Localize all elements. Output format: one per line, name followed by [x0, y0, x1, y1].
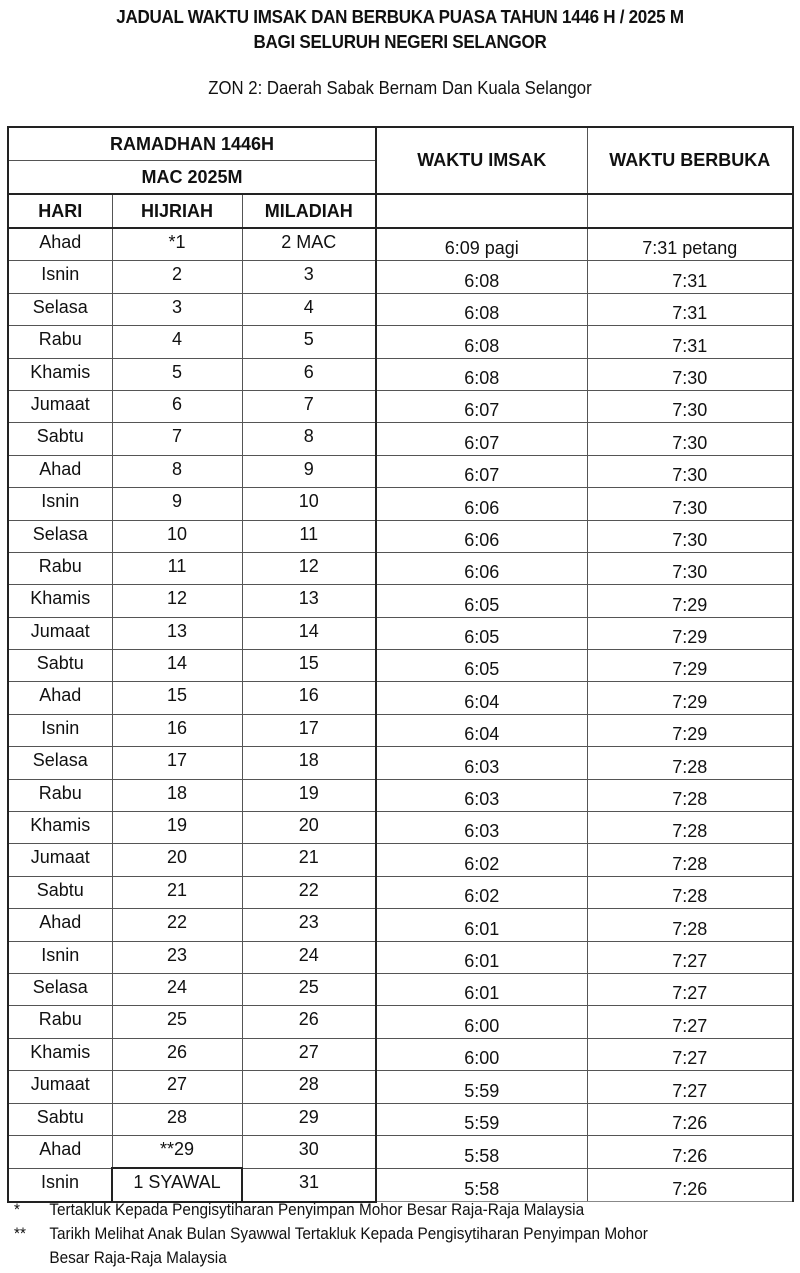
hari-cell: Rabu	[8, 552, 112, 584]
imsak-cell: 6:05	[376, 650, 587, 682]
table-row	[8, 844, 793, 876]
hijriah-cell: 2	[112, 261, 242, 293]
berbuka-cell: 7:31	[587, 293, 793, 325]
hijriah-cell: 16	[112, 714, 242, 746]
imsak-cell: 6:08	[376, 358, 587, 390]
hijriah-cell: 20	[112, 844, 242, 876]
berbuka-cell: 7:28	[587, 779, 793, 811]
berbuka-cell: 7:26	[587, 1168, 793, 1201]
hari-cell: Khamis	[8, 812, 112, 844]
hari-cell: Sabtu	[8, 650, 112, 682]
imsak-cell: 6:08	[376, 293, 587, 325]
table-row	[8, 1135, 793, 1168]
table-row	[8, 326, 793, 358]
berbuka-cell: 7:30	[587, 390, 793, 422]
footnote-2	[14, 1222, 648, 1246]
imsak-cell: 6:01	[376, 973, 587, 1005]
table-row	[8, 1168, 793, 1201]
hijriah-cell: 12	[112, 585, 242, 617]
footnote-mark: **	[14, 1225, 26, 1243]
miladiah-cell: 21	[242, 844, 376, 876]
hari-cell: Rabu	[8, 326, 112, 358]
hari-cell: Rabu	[8, 1006, 112, 1038]
imsak-cell: 6:00	[376, 1038, 587, 1070]
table-row	[8, 617, 793, 649]
hijriah-cell: 22	[112, 909, 242, 941]
hijriah-cell: 9	[112, 488, 242, 520]
table-row	[8, 973, 793, 1005]
miladiah-cell: 16	[242, 682, 376, 714]
table-row	[8, 261, 793, 293]
table-row	[8, 423, 793, 455]
table-row	[8, 455, 793, 487]
berbuka-cell: 7:29	[587, 650, 793, 682]
miladiah-cell: 22	[242, 876, 376, 908]
imsak-cell: 5:58	[376, 1168, 587, 1201]
imsak-cell: 6:08	[376, 326, 587, 358]
berbuka-cell: 7:26	[587, 1103, 793, 1135]
hari-cell: Jumaat	[8, 844, 112, 876]
berbuka-cell: 7:28	[587, 909, 793, 941]
hari-cell: Ahad	[8, 682, 112, 714]
hari-cell: Selasa	[8, 520, 112, 552]
hijriah-cell: 23	[112, 941, 242, 973]
berbuka-cell: 7:27	[587, 973, 793, 1005]
berbuka-cell: 7:30	[587, 455, 793, 487]
imsak-cell: 6:06	[376, 488, 587, 520]
imsak-cell: 6:07	[376, 390, 587, 422]
imsak-cell: 6:04	[376, 682, 587, 714]
hari-cell: Selasa	[8, 293, 112, 325]
footnote-mark: *	[14, 1201, 20, 1219]
hijriah-header: HIJRIAH	[112, 194, 242, 228]
berbuka-cell: 7:27	[587, 1006, 793, 1038]
miladiah-cell: 28	[242, 1071, 376, 1103]
hijriah-cell: 17	[112, 747, 242, 779]
hari-cell: Khamis	[8, 358, 112, 390]
table-row	[8, 390, 793, 422]
hari-cell: Sabtu	[8, 1103, 112, 1135]
hijriah-cell: 1 SYAWAL	[112, 1168, 242, 1201]
table-row	[8, 779, 793, 811]
hari-cell: Isnin	[8, 261, 112, 293]
hari-cell: Ahad	[8, 455, 112, 487]
imsak-cell: 6:06	[376, 552, 587, 584]
table-row	[8, 488, 793, 520]
document-title-line1: JADUAL WAKTU IMSAK DAN BERBUKA PUASA TAHUN 1446 H / 2025 M	[116, 6, 684, 27]
hari-cell: Ahad	[8, 228, 112, 261]
miladiah-cell: 17	[242, 714, 376, 746]
berbuka-cell: 7:27	[587, 1071, 793, 1103]
berbuka-cell: 7:30	[587, 488, 793, 520]
berbuka-cell: 7:26	[587, 1135, 793, 1168]
berbuka-cell: 7:29	[587, 682, 793, 714]
imsak-cell: 5:58	[376, 1135, 587, 1168]
hijriah-cell: 10	[112, 520, 242, 552]
berbuka-cell: 7:28	[587, 876, 793, 908]
hijriah-cell: 14	[112, 650, 242, 682]
miladiah-cell: 29	[242, 1103, 376, 1135]
table-row	[8, 941, 793, 973]
miladiah-cell: 9	[242, 455, 376, 487]
hari-cell: Sabtu	[8, 423, 112, 455]
miladiah-cell: 12	[242, 552, 376, 584]
berbuka-cell: 7:27	[587, 941, 793, 973]
hari-cell: Jumaat	[8, 1071, 112, 1103]
hari-cell: Selasa	[8, 747, 112, 779]
hijriah-cell: 5	[112, 358, 242, 390]
ramadhan-header: RAMADHAN 1446H	[8, 127, 376, 161]
miladiah-cell: 19	[242, 779, 376, 811]
miladiah-cell: 13	[242, 585, 376, 617]
imsak-cell: 5:59	[376, 1071, 587, 1103]
hijriah-cell: 26	[112, 1038, 242, 1070]
berbuka-cell: 7:28	[587, 747, 793, 779]
document-title-line2: BAGI SELURUH NEGERI SELANGOR	[253, 31, 547, 52]
hari-cell: Ahad	[8, 909, 112, 941]
miladiah-cell: 8	[242, 423, 376, 455]
imsak-cell: 6:09 pagi	[376, 228, 587, 261]
hijriah-cell: 3	[112, 293, 242, 325]
imsak-cell: 6:05	[376, 585, 587, 617]
hijriah-cell: 28	[112, 1103, 242, 1135]
berbuka-cell: 7:30	[587, 358, 793, 390]
berbuka-cell: 7:29	[587, 714, 793, 746]
schedule-table	[7, 126, 794, 1203]
hijriah-cell: 24	[112, 973, 242, 1005]
miladiah-cell: 3	[242, 261, 376, 293]
miladiah-cell: 7	[242, 390, 376, 422]
miladiah-cell: 31	[242, 1168, 376, 1201]
imsak-cell: 6:07	[376, 423, 587, 455]
zone-subtitle: ZON 2: Daerah Sabak Bernam Dan Kuala Selangor	[208, 78, 592, 98]
berbuka-cell: 7:28	[587, 844, 793, 876]
imsak-cell: 6:07	[376, 455, 587, 487]
hari-cell: Isnin	[8, 941, 112, 973]
berbuka-cell: 7:31	[587, 326, 793, 358]
table-row	[8, 650, 793, 682]
berbuka-cell: 7:29	[587, 585, 793, 617]
table-row	[8, 1103, 793, 1135]
imsak-cell: 6:02	[376, 844, 587, 876]
miladiah-cell: 26	[242, 1006, 376, 1038]
table-row	[8, 682, 793, 714]
miladiah-cell: 18	[242, 747, 376, 779]
miladiah-cell: 24	[242, 941, 376, 973]
hari-cell: Selasa	[8, 973, 112, 1005]
hari-cell: Sabtu	[8, 876, 112, 908]
hari-cell: Khamis	[8, 585, 112, 617]
imsak-cell: 6:06	[376, 520, 587, 552]
table-row	[8, 909, 793, 941]
hari-cell: Isnin	[8, 714, 112, 746]
imsak-header: WAKTU IMSAK	[376, 127, 587, 194]
hijriah-cell: **29	[112, 1135, 242, 1168]
hari-cell: Rabu	[8, 779, 112, 811]
berbuka-cell: 7:31 petang	[587, 228, 793, 261]
berbuka-cell: 7:29	[587, 617, 793, 649]
imsak-cell: 6:02	[376, 876, 587, 908]
miladiah-cell: 15	[242, 650, 376, 682]
hijriah-cell: 7	[112, 423, 242, 455]
miladiah-cell: 11	[242, 520, 376, 552]
hari-cell: Jumaat	[8, 617, 112, 649]
table-row	[8, 714, 793, 746]
month-header: MAC 2025M	[8, 161, 376, 195]
table-row	[8, 1006, 793, 1038]
hari-cell: Ahad	[8, 1135, 112, 1168]
hijriah-cell: 25	[112, 1006, 242, 1038]
hijriah-cell: 8	[112, 455, 242, 487]
berbuka-cell: 7:28	[587, 812, 793, 844]
table-row	[8, 552, 793, 584]
berbuka-subheader-empty	[587, 194, 793, 228]
hijriah-cell: 21	[112, 876, 242, 908]
imsak-cell: 6:03	[376, 747, 587, 779]
table-row	[8, 228, 793, 261]
hijriah-cell: 13	[112, 617, 242, 649]
imsak-cell: 6:05	[376, 617, 587, 649]
imsak-cell: 6:01	[376, 909, 587, 941]
hari-header: HARI	[8, 194, 112, 228]
miladiah-cell: 23	[242, 909, 376, 941]
table-row	[8, 358, 793, 390]
footnote-2-continuation: Besar Raja-Raja Malaysia	[49, 1249, 227, 1267]
table-row	[8, 585, 793, 617]
miladiah-header: MILADIAH	[242, 194, 376, 228]
berbuka-cell: 7:27	[587, 1038, 793, 1070]
berbuka-cell: 7:30	[587, 552, 793, 584]
hari-cell: Isnin	[8, 1168, 112, 1201]
miladiah-cell: 5	[242, 326, 376, 358]
table-row	[8, 1038, 793, 1070]
footnotes	[14, 1198, 648, 1270]
imsak-cell: 6:03	[376, 779, 587, 811]
imsak-cell: 6:00	[376, 1006, 587, 1038]
miladiah-cell: 30	[242, 1135, 376, 1168]
footnote-1	[14, 1198, 648, 1222]
footnote-text: Tertakluk Kepada Pengisytiharan Penyimpan Mohor Besar Raja-Raja Malaysia	[49, 1201, 585, 1219]
hijriah-cell: 27	[112, 1071, 242, 1103]
hijriah-cell: 18	[112, 779, 242, 811]
miladiah-cell: 10	[242, 488, 376, 520]
hari-cell: Jumaat	[8, 390, 112, 422]
hijriah-cell: 6	[112, 390, 242, 422]
hijriah-cell: *1	[112, 228, 242, 261]
miladiah-cell: 4	[242, 293, 376, 325]
imsak-cell: 6:01	[376, 941, 587, 973]
hari-cell: Khamis	[8, 1038, 112, 1070]
imsak-cell: 5:59	[376, 1103, 587, 1135]
imsak-subheader-empty	[376, 194, 587, 228]
miladiah-cell: 14	[242, 617, 376, 649]
berbuka-header: WAKTU BERBUKA	[587, 127, 793, 194]
berbuka-cell: 7:30	[587, 423, 793, 455]
hari-cell: Isnin	[8, 488, 112, 520]
footnote-text: Tarikh Melihat Anak Bulan Syawwal Tertakluk Kepada Pengisytiharan Penyimpan Mohor	[49, 1225, 648, 1243]
table-row	[8, 876, 793, 908]
hijriah-cell: 15	[112, 682, 242, 714]
table-row	[8, 812, 793, 844]
miladiah-cell: 27	[242, 1038, 376, 1070]
table-row	[8, 747, 793, 779]
imsak-cell: 6:03	[376, 812, 587, 844]
miladiah-cell: 20	[242, 812, 376, 844]
miladiah-cell: 25	[242, 973, 376, 1005]
berbuka-cell: 7:31	[587, 261, 793, 293]
table-row	[8, 520, 793, 552]
table-row	[8, 293, 793, 325]
table-row	[8, 1071, 793, 1103]
miladiah-cell: 6	[242, 358, 376, 390]
hijriah-cell: 4	[112, 326, 242, 358]
imsak-cell: 6:04	[376, 714, 587, 746]
miladiah-cell: 2 MAC	[242, 228, 376, 261]
hijriah-cell: 11	[112, 552, 242, 584]
imsak-cell: 6:08	[376, 261, 587, 293]
berbuka-cell: 7:30	[587, 520, 793, 552]
hijriah-cell: 19	[112, 812, 242, 844]
